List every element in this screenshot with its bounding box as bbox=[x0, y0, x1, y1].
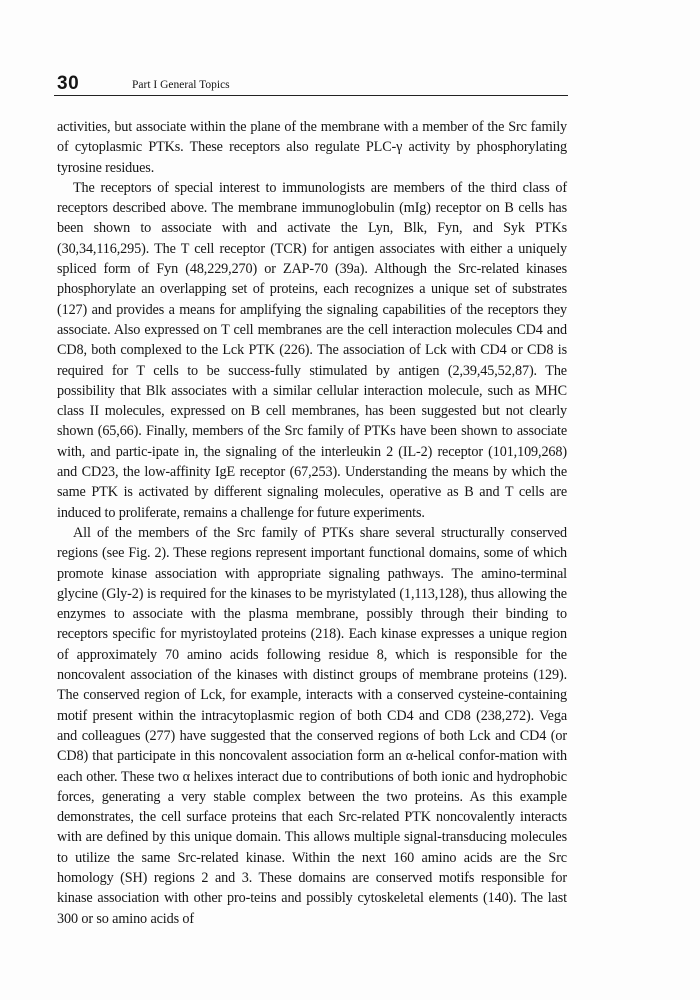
paragraph-receptors: The receptors of special interest to immunologists are members of the third class of receptors described above. The membrane immunoglobulin (mIg) receptor on B cells has been shown to associate with and activate the Lyn, Blk, Fyn, and Syk PTKs (30,34,116,295). The T cell receptor (TCR) for antigen associates with either a uniquely spliced form of Fyn (48,229,270) or ZAP-70 (39a). Although the Src-related kinases phosphorylate an overlapping set of proteins, each recognizes a unique set of substrates (127) and provides a means for amplifying the signaling capabilities of the receptors they associate. Also expressed on T cell membranes are the cell interaction molecules CD4 and CD8, both complexed to the Lck PTK (226). The association of Lck with CD4 or CD8 is required for T cells to be success-fully stimulated by antigen (2,39,45,52,87). The possibility that Blk associates with a similar cellular interaction molecule, such as MHC class II molecules, expressed on B cell membranes, has been suggested but not clearly shown (65,66). Finally, members of the Src family of PTKs have been shown to associate with, and partic-ipate in, the signaling of the interleukin 2 (IL-2) receptor (101,109,268) and CD23, the low-affinity IgE receptor (67,253). Understanding the means by which the same PTK is activated by different signaling molecules, operative as B and T cells are induced to proliferate, remains a challenge for future experiments. bbox=[57, 179, 567, 521]
page-header bbox=[54, 73, 568, 96]
body-text bbox=[57, 117, 567, 929]
paragraph-continuation: activities, but associate within the plane of the membrane with a member of the Src family of cytoplasmic PTKs. These receptors also regulate PLC-γ activity by phosphorylating tyrosine residues. bbox=[57, 119, 567, 176]
page-number: 30 bbox=[57, 73, 80, 94]
running-head: Part I General Topics bbox=[132, 79, 230, 91]
paragraph-src-family-regions: All of the members of the Src family of PTKs share several structurally conserved regions (see Fig. 2). These regions represent important functional domains, some of which promote kinase association with appropriate signaling pathways. The amino-terminal glycine (Gly-2) is required for the kinases to be myristylated (1,113,128), thus allowing the enzymes to associate with the plasma membrane, possibly through their binding to receptors specific for myristoylated proteins (218). Each kinase expresses a unique region of approximately 70 amino acids following residue 8, which is responsible for the noncovalent association of the kinases with distinct groups of membrane proteins (129). The conserved region of Lck, for example, interacts with a conserved cysteine-containing motif present within the intracytoplasmic region of both CD4 and CD8 (238,272). Vega and colleagues (277) have suggested that the conserved regions of both Lck and CD4 (or CD8) that participate in this noncovalent association form an α-helical confor-mation with each other. These two α helixes interact due to contributions of both ionic and hydrophobic forces, generating a very stable complex between the two proteins. As this example demonstrates, the cell surface proteins that each Src-related PTK noncovalently interacts with are defined by this unique domain. This allows multiple signal-transducing molecules to utilize the same Src-related kinase. Within the next 160 amino acids are the Src homology (SH) regions 2 and 3. These domains are conserved motifs responsible for kinase association with other pro-teins and possibly cytoskeletal elements (140). The last 300 or so amino acids of bbox=[57, 524, 567, 927]
